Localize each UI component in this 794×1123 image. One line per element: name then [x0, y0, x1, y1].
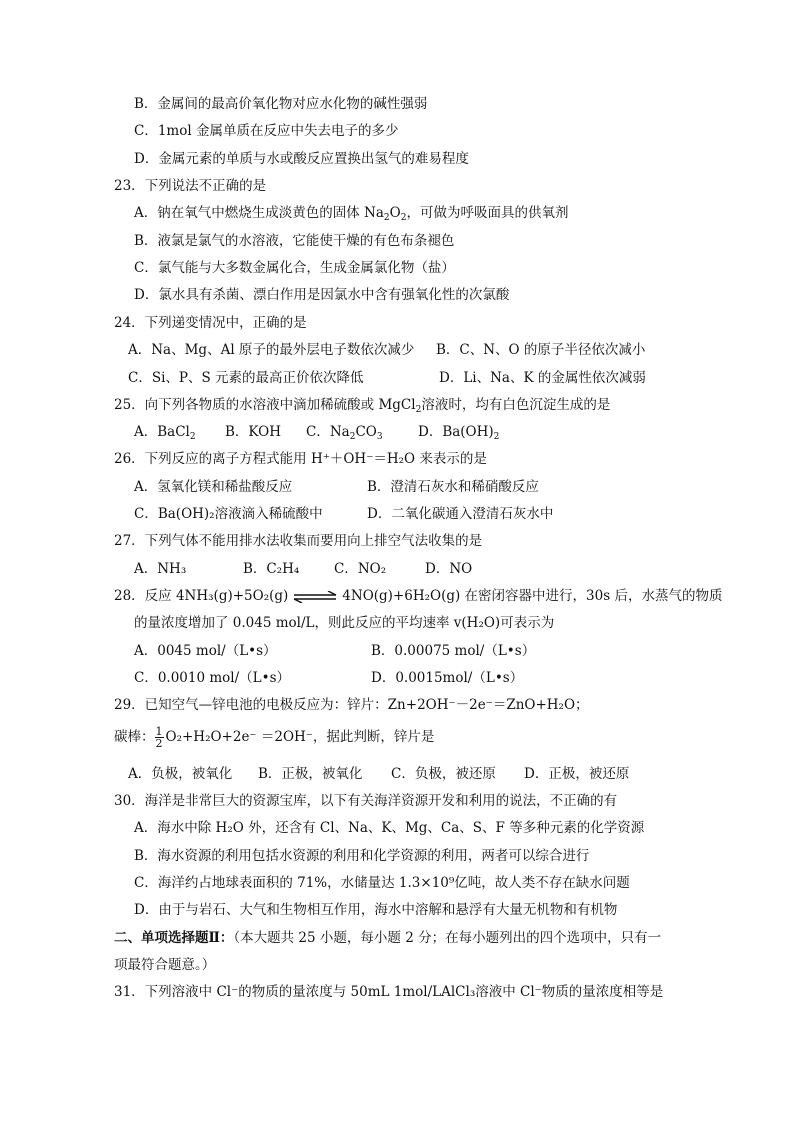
q26-option-a: A．氢氧化镁和稀盐酸反应 — [134, 479, 293, 495]
section-2-heading-line2: 项最符合题意。） — [114, 957, 216, 973]
q24-option-a: A．Na、Mg、Al 原子的最外层电子数依次减少 — [128, 342, 415, 358]
q28-option-c: C．0.0010 mol/（L•s） — [134, 670, 291, 686]
q27-option-b: B．C₂H₄ — [243, 561, 300, 577]
q29-option-b: B．正极，被氧化 — [258, 766, 363, 782]
q23-option-c: C．氯气能与大多数金属化合，生成金属氯化物（盐） — [134, 260, 455, 276]
question-24: 24．下列递变情况中，正确的是 — [114, 315, 307, 331]
q23-option-d: D．氯水具有杀菌、漂白作用是因氯水中含有强氧化性的次氯酸 — [134, 287, 510, 303]
q25-option-b: B．KOH — [225, 424, 281, 440]
one-half-fraction: $\frac{1}{2}$ — [155, 725, 163, 750]
q28-option-d: D．0.0015mol/（L•s） — [371, 670, 524, 686]
q28-option-a: A．0045 mol/（L•s） — [134, 643, 277, 659]
question-31: 31．下列溶液中 Cl⁻的物质的量浓度与 50mL 1mol/LAlCl₃溶液中 Cl⁻物质的量浓度相等是 — [114, 984, 664, 1000]
q25-option-d: D．$Ba(OH)_2$ — [418, 424, 500, 442]
q30-option-a: A．海水中除 H₂O 外，还含有 Cl、Na、K、Mg、Ca、S、F 等多种元素的化学资源 — [134, 820, 645, 836]
question-29: 29．已知空气—锌电池的电极反应为：锌片：Zn+2OH⁻－2e⁻＝ZnO+H₂O； — [114, 697, 589, 713]
q23-option-a: A．钠在氧气中燃烧生成淡黄色的固体 $Na_2O_2$，可做为呼吸面具的供氧剂 — [134, 205, 569, 223]
q24-option-b: B．C、N、O 的原子半径依次减小 — [436, 342, 646, 358]
q24-option-d: D．Li、Na、K 的金属性依次减弱 — [439, 370, 646, 386]
q26-option-b: B．澄清石灰水和稀硝酸反应 — [367, 479, 539, 495]
section-2-heading: 二、单项选择题Ⅱ：（本大题共 25 小题，每小题 2 分；在每小题列出的四个选项中，只有一 — [114, 930, 662, 946]
question-26: 26．下列反应的离子方程式能用 H⁺＋OH⁻＝H₂O 来表示的是 — [114, 451, 487, 467]
q30-option-b: B．海水资源的利用包括水资源的利用和化学资源的利用，两者可以综合进行 — [134, 848, 590, 864]
q25-option-c: C．$Na_2CO_3$ — [306, 424, 383, 442]
q29-option-a: A．负极，被氧化 — [128, 766, 233, 782]
question-27: 27．下列气体不能用排水法收集而要用向上排空气法收集的是 — [114, 533, 483, 549]
question-28-line2: 的量浓度增加了 0.045 mol/L，则此反应的平均速率 v(H₂O)可表示为 — [134, 615, 555, 631]
question-29-line2: 碳棒： $\frac{1}{2}$ O₂+H₂O+2e⁻ ＝2OH⁻，据此判断，锌片是 — [114, 725, 435, 750]
q30-option-c: C．海洋约占地球表面积的 71%，水储量达 1.3×10⁹亿吨，故人类不存在缺水问题 — [134, 875, 630, 891]
question-25: 25．向下列各物质的水溶液中滴加稀硫酸或 MgCl$_2$溶液时，均有白色沉淀生成的是 — [114, 397, 611, 415]
question-30: 30．海洋是非常巨大的资源宝库，以下有关海洋资源开发和利用的说法，不正确的有 — [114, 793, 618, 809]
q28-option-b: B．0.00075 mol/（L•s） — [371, 643, 536, 659]
q29-option-d: D．正极，被还原 — [524, 766, 630, 782]
q25-option-a: A．BaCl$_2$ — [134, 424, 196, 442]
q26-option-c: C．Ba(OH)₂溶液滴入稀硫酸中 — [134, 506, 323, 522]
option-c-line: C．1mol 金属单质在反应中失去电子的多少 — [134, 123, 399, 139]
q24-option-c: C．Si、P、S 元素的最高正价依次降低 — [128, 370, 364, 386]
q29-option-c: C．负极，被还原 — [391, 766, 496, 782]
q27-option-c: C．NO₂ — [334, 561, 387, 577]
question-28: 28．反应 4NH₃(g)+5O₂(g) 4NO(g)+6H₂O(g) 在密闭容器中进行，30s 后，水蒸气的物质 — [114, 588, 723, 604]
q27-option-d: D．NO — [425, 561, 473, 577]
equilibrium-arrow-icon — [292, 591, 338, 603]
q27-option-a: A．NH₃ — [134, 561, 187, 577]
question-23: 23．下列说法不正确的是 — [114, 178, 267, 194]
q23-option-b: B．液氯是氯气的水溶液，它能使干燥的有色布条褪色 — [134, 233, 455, 249]
q26-option-d: D．二氧化碳通入澄清石灰水中 — [367, 506, 554, 522]
q30-option-d: D．由于与岩石、大气和生物相互作用，海水中溶解和悬浮有大量无机物和有机物 — [134, 902, 618, 918]
option-b-line: B．金属间的最高价氧化物对应水化物的碱性强弱 — [134, 96, 428, 112]
option-d-line: D．金属元素的单质与水或酸反应置换出氢气的难易程度 — [134, 151, 469, 167]
